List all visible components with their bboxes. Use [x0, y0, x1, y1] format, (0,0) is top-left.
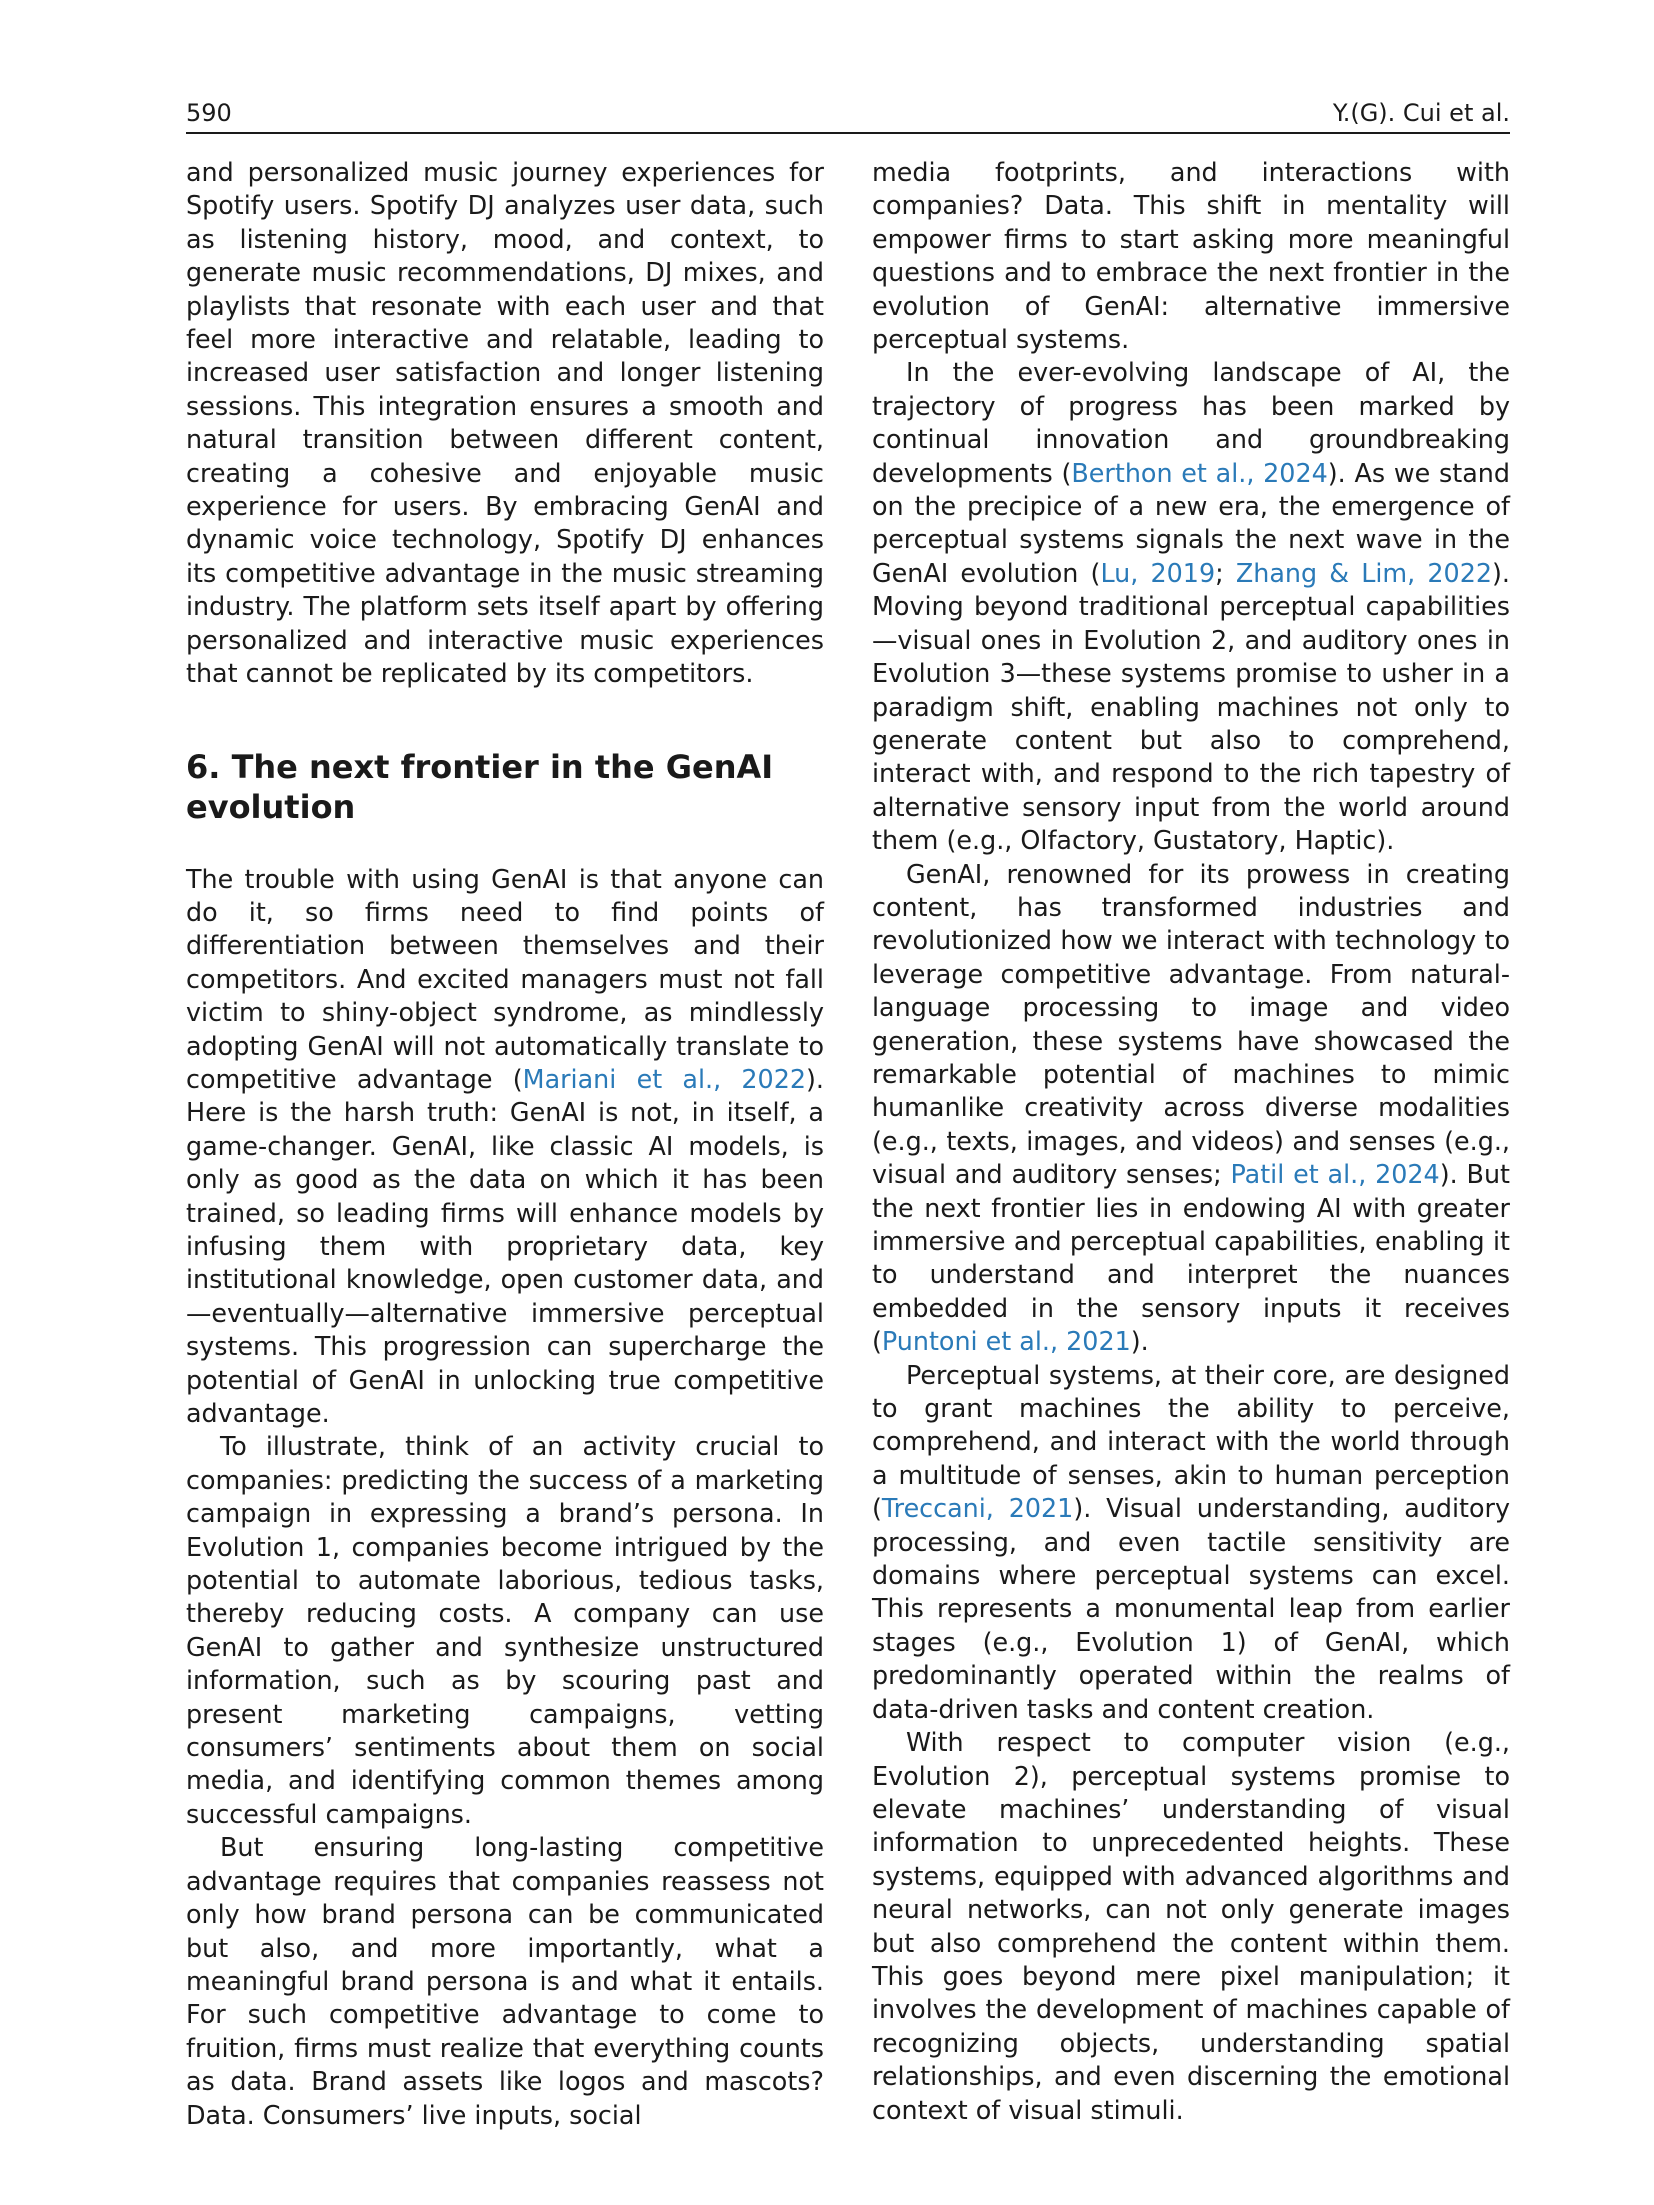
page-number: 590: [186, 99, 232, 127]
paragraph-text: GenAI, renowned for its prowess in creating content, has transformed industries and revolutionized how we interact with technology to leverage competitive advantage. From natural-language processing to image and video generation, these systems have showcased the remarkable potential of machines to mimic humanlike creativity across diverse modalities (e.g., texts, images, and videos) and senses (e.g., visual and auditory senses;: [872, 858, 1510, 1190]
paragraph-text: Perceptual systems, at their core, are designed to grant machines the ability to perceive, comprehend, and interact with the world through a multitude of senses, akin to human perception (: [872, 1359, 1510, 1524]
paragraph: [186, 863, 824, 1431]
paragraph: media footprints, and interactions with companies? Data. This shift in mentality will empower firms to start asking more meaningful questions and to embrace the next frontier in the evolution of GenAI: alternative immersive perceptual systems.: [872, 157, 1510, 355]
running-header: [186, 88, 1510, 134]
paragraph: To illustrate, think of an activity crucial to companies: predicting the success of a marketing campaign in expressing a brand’s persona. In Evolution 1, companies become intrigued by the potential to automate laborious, tedious tasks, thereby reducing costs. A company can use GenAI to gather and synthesize unstructured information, such as by scouring past and present marketing campaigns, vetting consumers’ sentiments about them on social media, and identifying common themes among successful campaigns.: [186, 1431, 824, 1829]
paragraph-text: ). Visual understanding, auditory processing, and even tactile sensitivity are domains where perceptual systems can excel. This represents a monumental leap from earlier stages (e.g., Evolution 1) of GenAI, which predominantly operated within the realms of data-driven tasks and content creation.: [872, 1493, 1510, 1724]
paragraph: [872, 356, 1510, 857]
citation-link[interactable]: Treccani, 2021: [881, 1493, 1074, 1524]
author-line: Y.(G). Cui et al.: [1332, 99, 1510, 127]
paragraph-text: ). As we stand on the precipice of a new era, the emergence of perceptual systems signals the next wave in the GenAI evolution (: [872, 457, 1510, 588]
citation-link[interactable]: Patil et al., 2024: [1230, 1159, 1440, 1190]
paragraph-text: The trouble with using GenAI is that anyone can do it, so firms need to find points of differentiation between themselves and their competitors. And excited managers must not fall victim to shiny-object syndrome, as mindlessly adopting GenAI will not automatically translate to competitive advantage (: [186, 863, 824, 1094]
citation-link[interactable]: Zhang & Lim, 2022: [1235, 557, 1493, 588]
citation-link[interactable]: Lu, 2019: [1100, 557, 1216, 588]
paragraph: [872, 858, 1510, 1359]
citation-link[interactable]: Mariani et al., 2022: [522, 1063, 807, 1094]
paragraph-text: In the ever-evolving landscape of AI, the trajectory of progress has been marked by continual innovation and groundbreaking developments (: [872, 357, 1510, 488]
paragraph: and personalized music journey experiences for Spotify users. Spotify DJ analyzes user data, such as listening history, mood, and context, to generate music recommendations, DJ mixes, and playlists that resonate with each user and that feel more interactive and relatable, leading to increased user satisfaction and longer listening sessions. This integration ensures a smooth and natural transition between different content, creating a cohesive and enjoyable music experience for users. By embracing GenAI and dynamic voice technology, Spotify DJ enhances its competitive advantage in the music streaming industry. The platform sets itself apart by offering personalized and interactive music experiences that cannot be replicated by its competitors.: [186, 157, 824, 689]
paragraph-text: ). But the next frontier lies in endowing AI with greater immersive and perceptual capabilities, enabling it to understand and interpret the nuances embedded in the sensory inputs it receives (: [872, 1159, 1510, 1357]
paragraph: [872, 1359, 1510, 1726]
paragraph-text: ). Moving beyond traditional perceptual capabilities—visual ones in Evolution 2, and auditory ones in Evolution 3—these systems promise to usher in a paradigm shift, enabling machines not only to generate content but also to comprehend, interact with, and respond to the rich tapestry of alternative sensory input from the world around them (e.g., Olfactory, Gustatory, Haptic).: [872, 557, 1510, 856]
citation-link[interactable]: Puntoni et al., 2021: [881, 1326, 1131, 1357]
paragraph-text: ).: [1130, 1326, 1149, 1357]
left-column: [186, 156, 824, 2132]
right-column: [872, 156, 1510, 2127]
paragraph: With respect to computer vision (e.g., Evolution 2), perceptual systems promise to elevate machines’ understanding of visual information to unprecedented heights. These systems, equipped with advanced algorithms and neural networks, can not only generate images but also comprehend the content within them. This goes beyond mere pixel manipulation; it involves the development of machines capable of recognizing objects, understanding spatial relationships, and even discerning the emotional context of visual stimuli.: [872, 1727, 1510, 2125]
citation-separator: ;: [1215, 557, 1236, 588]
citation-link[interactable]: Berthon et al., 2024: [1071, 457, 1328, 488]
paragraph: But ensuring long-lasting competitive advantage requires that companies reassess not only how brand persona can be communicated but also, and more importantly, what a meaningful brand persona is and what it entails. For such competitive advantage to come to fruition, firms must realize that everything counts as data. Brand assets like logos and mascots? Data. Consumers’ live inputs, social: [186, 1832, 824, 2130]
paragraph-text: ). Here is the harsh truth: GenAI is not, in itself, a game-changer. GenAI, like classic AI models, is only as good as the data on which it has been trained, so leading firms will enhance models by infusing them with proprietary data, key institutional knowledge, open customer data, and—eventually—alternative immersive perceptual systems. This progression can supercharge the potential of GenAI in unlocking true competitive advantage.: [186, 1063, 825, 1428]
section-heading: 6. The next frontier in the GenAI evolution: [186, 747, 774, 826]
